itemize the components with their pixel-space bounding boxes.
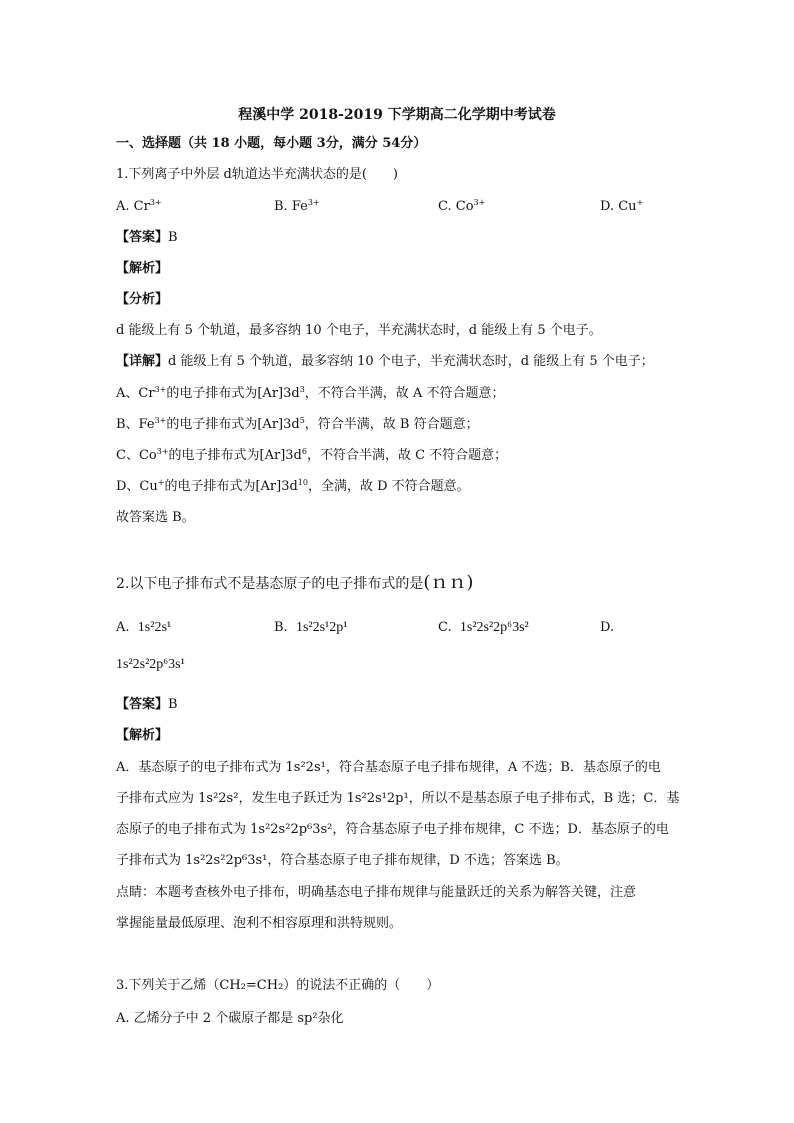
option-base: Cr — [133, 199, 150, 214]
option-base: Fe — [291, 199, 308, 214]
q1-option-c — [438, 198, 485, 216]
q2-answer: 【答案】B — [116, 697, 178, 712]
detail-text: d 能级上有 5 个轨道，最多容纳 10 个电子，半充满状态时，d 能级上有 5 个电子； — [168, 354, 654, 369]
q2-analysis-tag: 【解析】 — [116, 728, 169, 743]
q2-option-c: C. 1s²2s²2p⁶3s² — [438, 620, 529, 635]
q1-line-a: A、$Cr^{3+}$的电子排布式为$[Ar]3d^3$，不符合半满，故 A 不符合题意； — [116, 385, 505, 401]
q1-line-b: B、$Fe^{3+}$的电子排布式为$[Ar]3d^5$，符合半满，故 B 符合题意； — [116, 416, 479, 432]
q1-fenxi-tag: 【分析】 — [116, 292, 169, 307]
q1-analysis-tag: 【解析】 — [116, 261, 169, 276]
q1-option-b — [274, 198, 320, 216]
option-base: Cu — [618, 199, 637, 214]
detail-tag: 【详解】 — [116, 354, 169, 369]
option-label: B. — [274, 199, 288, 214]
q2-stem-bracket: (ｎｎ) — [423, 572, 474, 593]
option-label: C. — [438, 199, 452, 214]
q2-comment-line-1: 点睛：本题考查核外电子排布，明确基态电子排布规律与能量跃迁的关系为解答关键，注意 — [116, 885, 637, 900]
q1-fenxi-text: d 能级上有 5 个轨道，最多容纳 10 个电子，半充满状态时，d 能级上有 5 个电子。 — [116, 323, 602, 338]
answer-tag: 【答案】 — [116, 230, 169, 245]
section-heading: 一、选择题（共 18 小题，每小题 3分，满分 54分） — [116, 136, 427, 151]
q2-option-d-config: 1s²2s²2p⁶3s¹ — [116, 657, 185, 672]
q2-analysis-line-2: 子排布式应为 1s²2s²，发生电子跃迁为 1s²2s¹2p¹，所以不是基态原子电子排布式，B 选；C．基 — [116, 791, 680, 806]
q2-analysis-line-3: 态原子的电子排布式为 1s²2s²2p⁶3s²，符合基态原子电子排布规律，C 不选；D．基态原子的电 — [116, 822, 669, 837]
q1-stem: 1.下列离子中外层 d轨道达半充满状态的是( ) — [116, 167, 399, 182]
q2-option-d: D. — [600, 620, 615, 635]
q1-option-d — [600, 198, 643, 216]
option-sup: + — [636, 198, 644, 207]
q2-option-a: A. 1s²2s¹ — [116, 620, 172, 635]
q1-answer — [116, 229, 178, 247]
answer-value: B — [168, 230, 178, 245]
q2-stem — [116, 574, 473, 593]
q1-line-c: C、$Co^{3+}$的电子排布式为$[Ar]3d^6$，不符合半满，故 C 不符合题意； — [116, 447, 508, 463]
exam-title: 程溪中学 2018-2019 下学期高二化学期中考试卷 — [238, 107, 556, 123]
q2-comment-line-2: 掌握能量最低原理、泡利不相容原理和洪特规则。 — [116, 916, 403, 931]
option-label: D. — [600, 199, 615, 214]
option-sup: 3+ — [473, 198, 486, 207]
q2-analysis-line-4: 子排布式为 1s²2s²2p⁶3s¹，符合基态原子电子排布规律，D 不选；答案选 B。 — [116, 853, 569, 868]
option-label: A. — [116, 199, 130, 214]
q1-detail — [116, 353, 654, 371]
q3-stem: 3.下列关于乙烯（CH₂=CH₂）的说法不正确的（ ） — [116, 978, 440, 993]
q3-option-a: A. 乙烯分子中 2 个碳原子都是 sp²杂化 — [116, 1011, 344, 1026]
option-base: Co — [455, 199, 474, 214]
q2-stem-text: 2.以下电子排布式不是基态原子的电子排布式的是 — [116, 576, 424, 592]
q1-option-a — [116, 198, 162, 216]
option-sup: 3+ — [149, 198, 162, 207]
q1-line-d: D、Cu+的电子排布式为$[Ar]3d^{10}$，全满，故 D 不符合题意。 — [116, 478, 470, 494]
q1-conclusion: 故答案选 B。 — [116, 510, 195, 525]
q2-option-b: B. 1s²2s¹2p¹ — [274, 620, 348, 635]
option-sup: 3+ — [307, 198, 320, 207]
q2-analysis-line-1: A．基态原子的电子排布式为 1s²2s¹，符合基态原子电子排布规律，A 不选；B．基态原子的电 — [116, 760, 661, 775]
